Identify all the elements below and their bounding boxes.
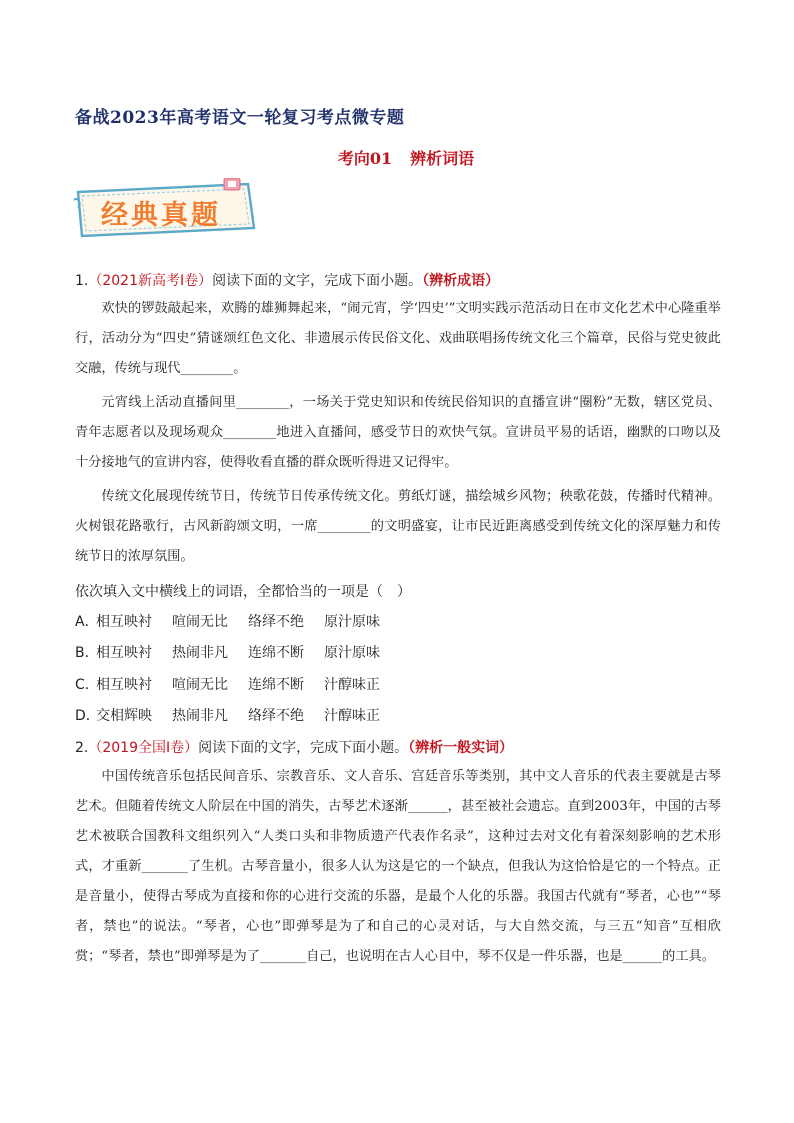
question-1-paragraph-2: 元宵线上活动直播间里________，一场关于党史知识和传统民俗知识的直播宣讲“圈粉”无数，辖区党员、青年志愿者以及现场观众________地进入直播间，感受节日的欢快气氛。宣讲员平易的话语，幽默的口吻以及十分接地气的宣讲内容，使得收看直播的群众既听得进又记得牢。	[75, 395, 721, 470]
question-2-source: （2019全国Ⅰ卷）	[88, 740, 199, 756]
option-a[interactable]	[75, 611, 400, 631]
option-word: 交相辉映	[96, 708, 152, 724]
question-2-header	[75, 737, 513, 757]
question-1-stem: 依次填入文中横线上的词语，全都恰当的一项是（ ）	[75, 584, 411, 600]
option-b[interactable]	[75, 642, 400, 662]
option-word: 连绵不断	[248, 645, 304, 661]
question-1-header	[75, 270, 499, 290]
classic-questions-banner	[72, 178, 262, 240]
option-label: C．	[75, 677, 99, 693]
banner-label: 经典真题	[101, 200, 221, 231]
option-word: 连绵不断	[248, 677, 304, 693]
option-word: 络绎不绝	[248, 614, 304, 630]
question-2-number: 2.	[75, 740, 89, 756]
section-subtitle	[0, 146, 794, 169]
option-word: 汁醇味正	[324, 677, 380, 693]
option-word: 相互映衬	[96, 614, 152, 630]
question-1-tag: （辨析成语）	[422, 273, 500, 289]
option-label: B．	[75, 645, 99, 661]
option-word: 络绎不绝	[248, 708, 304, 724]
question-1-paragraph-1: 欢快的锣鼓敲起来，欢腾的雄狮舞起来，“闹元宵，学‘四史’”文明实践示范活动日在市文化艺术中心隆重举行，活动分为“四史”猜谜颂红色文化、非遗展示传民俗文化、戏曲联唱扬传统文化三个篇章，民俗与党史彼此交融，传统与现代________。	[75, 301, 721, 376]
question-2-tag: （辨析一般实词）	[408, 740, 514, 756]
option-word: 喧闹无比	[172, 614, 228, 630]
option-d[interactable]	[75, 705, 400, 725]
subtitle-main: 辨析词语	[410, 149, 475, 168]
option-word: 喧闹无比	[172, 677, 228, 693]
option-word: 汁醇味正	[324, 708, 380, 724]
question-1-paragraph-3: 传统文化展现传统节日，传统节日传承传统文化。剪纸灯谜，描绘城乡风物；秧歌花鼓，传播时代精神。火树银花路歌行，古风新韵颂文明，一席________的文明盛宴，让市民近距离感受到传统文化的深厚魅力和传统节日的浓厚氛围。	[75, 489, 721, 564]
question-1-prompt: 阅读下面的文字，完成下面小题。	[212, 273, 423, 289]
question-1-number: 1.	[75, 273, 89, 289]
option-label: A．	[75, 614, 99, 630]
option-word: 相互映衬	[96, 645, 152, 661]
option-word: 热闹非凡	[172, 708, 228, 724]
question-1-source: （2021新高考Ⅰ卷）	[88, 273, 213, 289]
option-word: 原汁原味	[324, 614, 380, 630]
option-c[interactable]	[75, 674, 400, 694]
question-2-paragraph-1: 中国传统音乐包括民间音乐、宗教音乐、文人音乐、宫廷音乐等类别，其中文人音乐的代表主要就是古琴艺术。但随着传统文人阶层在中国的消失，古琴艺术逐渐______，甚至被社会遗忘。直到2003年，中国的古琴艺术被联合国教科文组织列入“人类口头和非物质遗产代表作名录”，这种过去对文化有着深刻影响的艺术形式，才重新_______了生机。古琴音量小，很多人认为这是它的一个缺点，但我认为这恰恰是它的一个特点。正是音量小，使得古琴成为直接和你的心进行交流的乐器，是最个人化的乐器。我国古代就有“琴者，心也”“琴者，禁也”的说法。“琴者，心也”即弹琴是为了和自己的心灵对话，与大自然交流，与三五“知音”互相欣赏；“琴者，禁也”即弹琴是为了_______自己，也说明在古人心目中，琴不仅是一件乐器，也是______的工具。	[75, 769, 721, 964]
document-title: 备战2023年高考语文一轮复习考点微专题	[75, 108, 405, 128]
option-word: 原汁原味	[324, 645, 380, 661]
subtitle-prefix: 考向01	[337, 149, 393, 168]
question-2-prompt: 阅读下面的文字，完成下面小题。	[198, 740, 409, 756]
option-label: D．	[75, 708, 100, 724]
option-word: 热闹非凡	[172, 645, 228, 661]
option-word: 相互映衬	[96, 677, 152, 693]
